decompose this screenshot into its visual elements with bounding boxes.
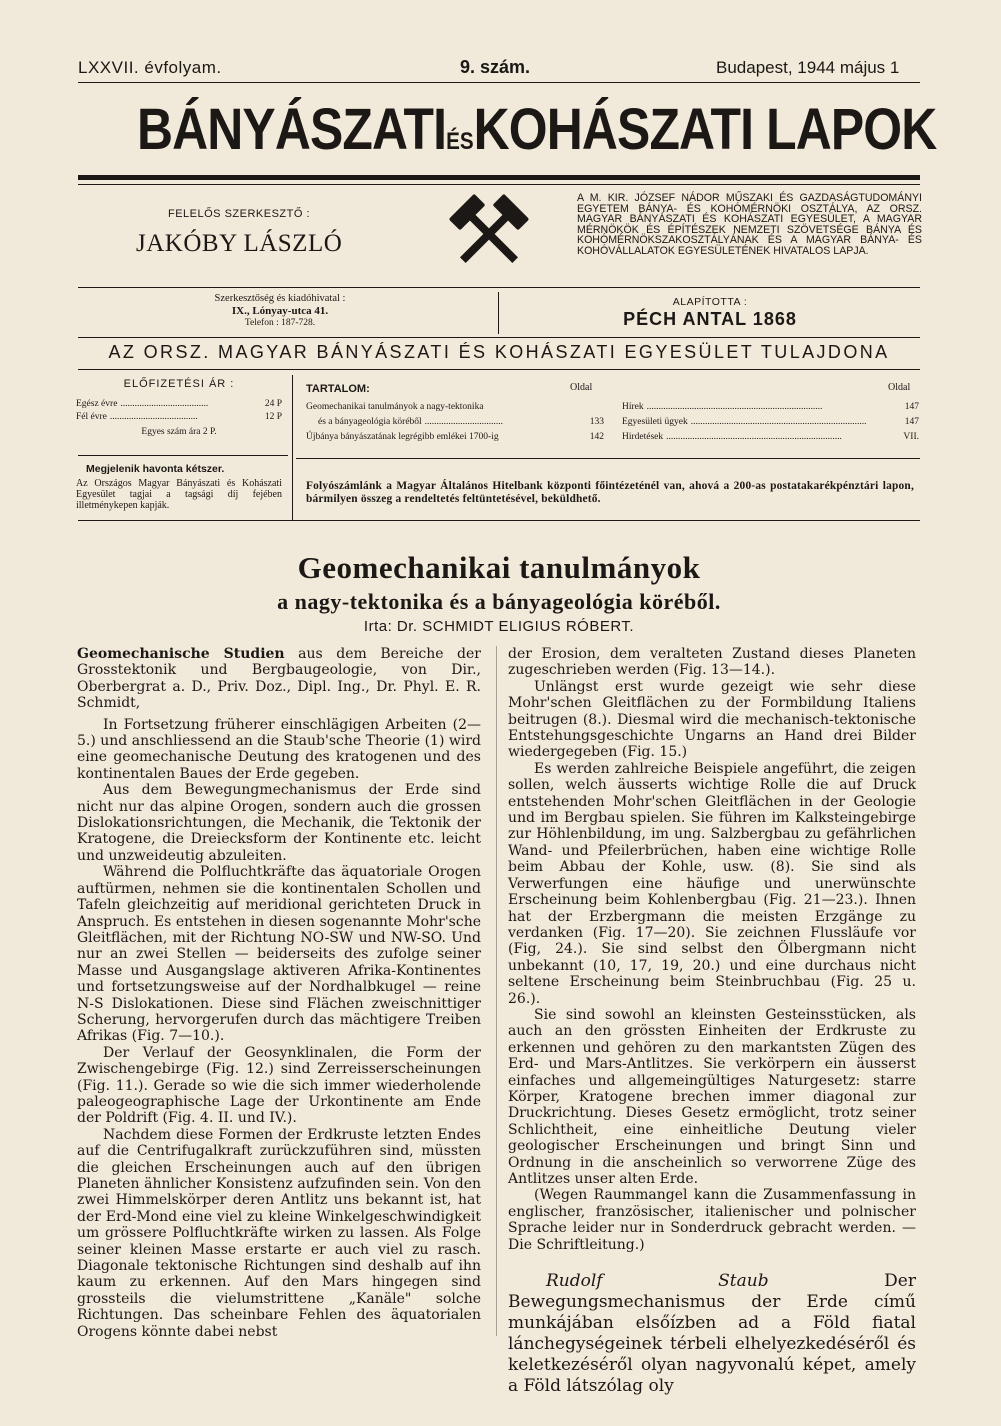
article-paragraph: (Wegen Raummangel kann die Zusammenfassung in englischer, französischer, italienischer und polnischer Sprache leider nur in Sonderdruck gebracht werden. — Die Schriftleitung.) <box>508 1187 916 1253</box>
crossed-hammers-icon <box>447 193 531 275</box>
subscription-row-price: 24 P <box>264 399 282 409</box>
owner-line: AZ ORSZ. MAGYAR BÁNYÁSZATI ÉS KOHÁSZATI EGYESÜLET TULAJDONA <box>108 342 890 362</box>
founder-name: PÉCH ANTAL 1868 <box>623 309 797 329</box>
masthead-title-right: KOHÁSZATI LAPOK <box>473 97 937 162</box>
contents-left <box>306 400 604 445</box>
article-paragraph: der Erosion, dem veralteten Zustand dieses Planeten zugeschrieben werden (Fig. 13—14.). <box>508 646 916 679</box>
article-paragraph: Der Verlauf der Geosynklinalen, die Form der Zwischengebirge (Fig. 12.) sind Zerreisserscheinungen (Fig. 11.). Gerade so wie die sich immer wiederholende paleogeographische Lage der Urkontinente am Ende der Poldrift (Fig. 4. II. und IV.). <box>77 1044 481 1127</box>
masthead-title-es: ÉS <box>446 128 474 155</box>
article-paragraph: Aus dem Bewegungmechanismus der Erde sind nicht nur das alpine Orogen, sondern auch die grossen Dislokationsrichtungen, die Mechanik, die Tektonik der Kratogene, die Dreiecksform der Kontinente etc. leicht und unzweideutig abzuleiten. <box>77 782 481 864</box>
contents-item-page: 147 <box>904 417 919 427</box>
office-phone: Telefon : 187-728. <box>244 318 316 328</box>
contents-item: és a bányageológia köréből ................................. 133 <box>306 415 604 430</box>
article-paragraph-hungarian <box>508 1271 916 1397</box>
frequency-text: Az Országos Magyar Bányászati és Kohászati Egyesület tagjai a tagsági díj fejében illetménykepen kapják. <box>76 478 282 512</box>
office-rule <box>78 287 920 288</box>
contents-item-title: Egyesületi ügyek <box>622 417 688 427</box>
contents-item <box>306 430 604 445</box>
masthead-title <box>136 96 937 163</box>
contents-item-title: Hirdetések <box>622 432 664 442</box>
contents-item-title: Hírek <box>622 402 644 412</box>
office-address: IX., Lónyay-utca 41. <box>231 305 329 317</box>
subscription-row-price: 12 P <box>264 412 282 422</box>
subscription-row: Fél évre ..................................... 12 P <box>76 412 282 422</box>
masthead-title-left: BÁNYÁSZATI <box>136 97 447 162</box>
article-paragraph: Während die Polfluchtkräfte das äquatoriale Orogen auftürmen, nehmen sie die kontinentalen Schollen und Tafeln gleichzeitig auf meridional gerichteten Druck in Anspruch. Es entstehen in diesen sogenannte Mohr'sche Gleitflächen, mit der Richtung NO-SW und NW-SO. Und nur an zwei Stellen — beiderseits des zufolge seiner Masse und Ausgangslage aktiveren Afrika-Kontinentes und fortsetzungsweise auf der Nordhalbkugel — reine N-S Dislokationen. Diese sind Flächen zweischnittiger Scherung, hervorgerufen durch das mächtigere Treiben Afrikas (Fig. 7—10.). <box>77 864 481 1045</box>
contents-item-title: és a bányageológia köréből <box>318 417 422 427</box>
box-bottom-rule <box>78 520 920 521</box>
owner-bottom-rule <box>78 369 920 370</box>
subscription-block <box>76 378 282 437</box>
editor-label: FELELŐS SZERKESZTŐ : <box>168 208 311 220</box>
contents-item-title: Geomechanikai tanulmányok a nagy-tektonika <box>306 402 484 412</box>
article-column-right <box>508 646 916 1397</box>
article-paragraph: Nachdem diese Formen der Erdkruste letzten Endes auf die Centrifugalkraft zurückzuführen sind, müssten die gleichen Erscheinungen auch auf den übrigen Planeten ähnlicher Konsistenz aufzufinden sein. Von den zwei Himmelskörper deren Antlitz uns bekannt ist, hat der Erd-Mond eine viel zu kleine Winkelgeschwindigkeit um grössere Polfluchtkräfte wirken zu lassen. Als Folge seiner kleinen Masse erstarte er auch viel zu rasch. Diagonale tektonische Richtungen sind deshalb auf ihn kaum zu erkennen. Auf den Mars hingegen sind grossteils die vielumstrittene „Kanäle" solche Richtungen. Das scheinbare Fehlen des äquatorialen Orogens könnte dabei nebst <box>77 1126 481 1340</box>
founder-label: ALAPÍTOTTA : <box>672 296 748 308</box>
column-divider <box>496 646 497 1336</box>
contents-item-page: 147 <box>904 402 919 412</box>
cited-author: Rudolf Staub <box>546 1271 769 1292</box>
founder-block <box>560 295 860 330</box>
contents-rule <box>296 458 920 459</box>
editor-name: JAKÓBY LÁSZLÓ <box>136 230 343 257</box>
subscription-row-label: Egész évre <box>76 399 118 409</box>
office-block <box>180 293 380 328</box>
article-subtitle: a nagy-tektonika és a bányageológia köréből. <box>277 589 721 614</box>
left-box-divider <box>292 375 293 521</box>
contents-item-page: VII. <box>903 432 919 442</box>
article-column-left <box>77 646 481 1340</box>
article-author: Irta: Dr. SCHMIDT ELIGIUS RÓBERT. <box>363 618 635 635</box>
header-rule <box>78 82 920 83</box>
bank-note: Folyószámlánk a Magyar Általános Hitelbank központi főintézeténél van, ahová a 200-as postatakarékpénztári lapon, bármilyen összeg a rendeltetés feltüntetésével, beküldhető. <box>306 480 914 505</box>
single-price: Egyes szám ára 2 P. <box>141 427 217 437</box>
masthead-thick-rule <box>78 175 920 180</box>
contents-item <box>306 400 604 415</box>
frequency-title: Megjelenik havonta kétszer. <box>86 463 225 475</box>
article-paragraph <box>77 646 481 712</box>
subscription-title: ELŐFIZETÉSI ÁR : <box>123 378 235 390</box>
article-paragraph: In Fortsetzung früherer einschlägigen Arbeiten (2—5.) und anschliessend an die Staub'sche Theorie (1) wird eine geomechanische Deutung des kratogenen und des kontinentalen Baues der Erde gegeben. <box>77 716 481 782</box>
contents-right <box>622 400 919 445</box>
subscription-row: Egész évre ..................................... 24 P <box>76 399 282 409</box>
subscription-rule <box>78 455 288 456</box>
issue-number: 9. szám. <box>460 57 531 77</box>
volume-label: LXXVII. évfolyam. <box>78 58 222 77</box>
article-paragraph: Es werden zahlreiche Beispiele angeführt, die zeigen sollen, welch äusserts wichtige Rolle die auf Druck entstehenden Mohr'schen Gleitflächen in der Geologie und im Bergbau spielen. Sie führen im Kalksteingebirge zur Höhlenbildung, im ung. Salzbergbau zu gefährlichen Wand- und Pfeilerbrüchen, haben eine wichtige Rolle beim Abbau der Kohle, usw. (8). Sie sind als Verwerfungen eine häufige und unerwünschte Erscheinung beim Kohlenbergbau (Fig. 21—23.). Ihnen hat der Erzbergmann die meisten Erzgänge zu verdanken (Fig. 17—20). Sie zeichnen Flussläufe vor (Fig, 24.). Sie sind selbst den Ölbergmann nicht unbekannt (10, 17, 19, 20.) und eine durchaus nicht seltene Erscheinung beim Steinbruchbau (Fig. 25 u. 26.). <box>508 760 916 1007</box>
contents-page-label-right: Oldal <box>888 382 911 393</box>
masthead-thin-rule <box>78 184 920 185</box>
contents-item-page: 142 <box>589 432 604 442</box>
contents-title: TARTALOM: <box>306 383 370 395</box>
subscription-row-label: Fél évre <box>76 412 107 422</box>
hungarian-text: Der Bewegungsmechanismus der Erde című munkájában elsőízben ad a Föld fiatal lánchegységeinek térbeli elhelyezkedéséről és keletkezéséről olyan nagyvonalú képet, amely a Föld látszólag oly <box>508 1271 916 1397</box>
article-title: Geomechanikai tanulmányok <box>297 550 701 585</box>
contents-page-label: Oldal <box>570 382 593 393</box>
owner-top-rule <box>78 337 920 338</box>
contents-item: Hírek .......................................................................... 147 <box>622 400 919 415</box>
office-divider <box>498 292 499 334</box>
article-lead: Geomechanische Studien <box>77 646 285 662</box>
contents-item: Egyesületi ügyek .......................................................................... 147 <box>622 415 919 430</box>
contents-item-title: Újbánya bányászatának legrégibb emlékei 1700-ig <box>306 432 499 442</box>
contents-item: Hirdetések .......................................................................... VII. <box>622 430 919 445</box>
article-paragraph: Sie sind sowohl an kleinsten Gesteinsstücken, als auch an den grössten Einheiten der Erdkruste zu erkennen und gehören zu den markantsten Zügen des Erd- und Mars-Antlitzes. Sie verkörpern ein äusserst einfaches und allgemeingültiges Naturgesetz: starre Körper, Kratogene brechen immer diagonal zur Druckrichtung. Dieses Gesetz ermöglicht, trotz seiner Schlichtheit, eine einheitliche Deutung vieler geologischer Erscheinungen und bringt Sinn und Ordnung in die anscheinlich so verworrene Züge des Antlitzes unser alten Erde. <box>508 1006 916 1187</box>
publisher-note: A M. KIR. JÓZSEF NÁDOR MŰSZAKI ÉS GAZDASÁGTUDOMÁNYI EGYETEM BÁNYA- ÉS KOHÓMÉRNÖKI OSZTÁLYA, AZ ORSZ. MAGYAR BÁNYÁSZATI ÉS KOHÁSZATI EGYESÜLET, A MAGYAR MÉRNÖKÖK ÉS ÉPÍTÉSZEK NEMZETI SZÖVETSÉGE BÁNYA ÉS KOHÓMÉRNÖKSZAKOSZTÁLYÁNAK ÉS A MAGYAR BÁNYA- ÉS KOHÓVÁLLALATOK EGYESÜLETÉNEK HIVATALOS LAPJA. <box>577 192 922 257</box>
place-date: Budapest, 1944 május 1 <box>716 58 900 77</box>
article-paragraph: Unlängst erst wurde gezeigt wie sehr diese Mohr'schen Gleitflächen zu der Formbildung Italiens beitrugen (8.). Diesmal wird die mechanisch-tektonische Entstehungsgeschichte Ungarns an Hand drei Bilder wiedergegeben (Fig. 15.) <box>508 678 916 761</box>
article-lead-text: aus dem Bereiche der Grosstektonik und Bergbaugeologie, von Dir., Oberbergrat a. D., Priv. Doz., Dipl. Ing., Dr. Phyl. E. R. Schmidt, <box>77 646 481 712</box>
office-label: Szerkesztőség és kiadóhivatal : <box>214 293 346 304</box>
contents-item-page: 133 <box>589 417 604 427</box>
